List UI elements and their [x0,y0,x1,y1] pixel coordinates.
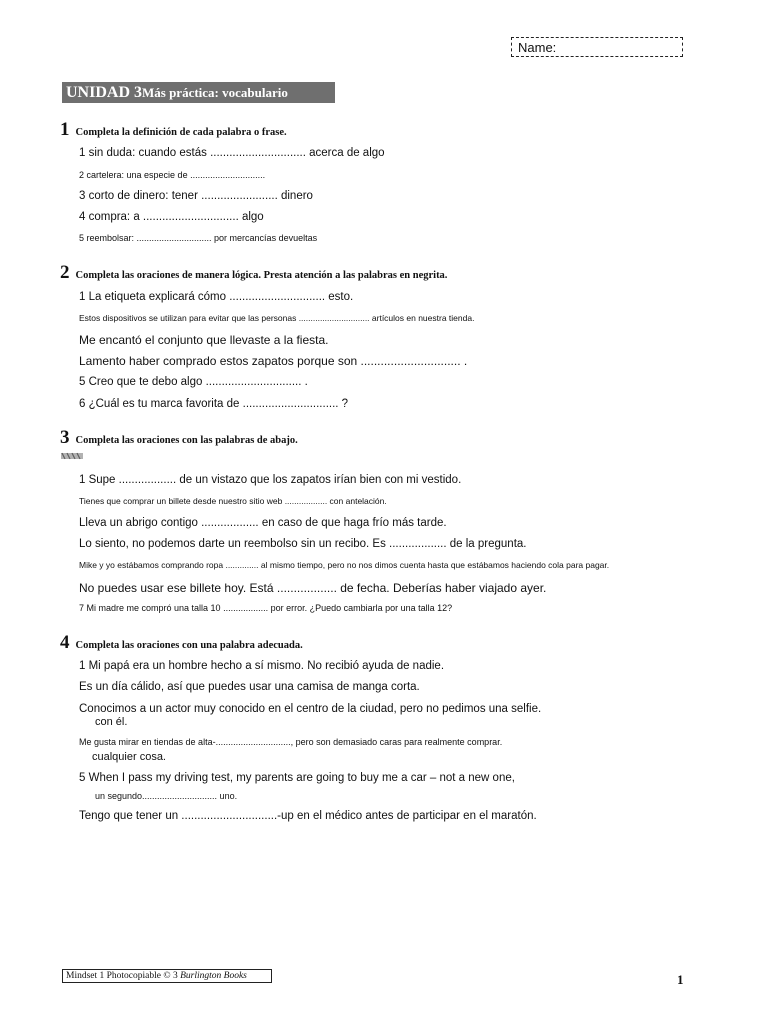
exercise-continuation: con él. [95,716,128,728]
name-label: Name: [518,40,557,55]
exercise-line: Tienes que comprar un billete desde nuestro sitio web .................. con antelación. [79,496,387,506]
exercise-line: Tengo que tener un ..............................-up en el médico antes de participar en el maratón. [79,810,537,822]
exercise-number: 2 [60,262,70,283]
exercise-line: Me encantó el conjunto que llevaste a la fiesta. [79,333,329,347]
exercise-line: Conocimos a un actor muy conocido en el centro de la ciudad, pero no pedimos una selfie. [79,703,542,715]
exercise-line: Estos dispositivos se utilizan para evitar que las personas .............................. artículos en nuestra tienda. [79,313,475,323]
exercise-line: 6 ¿Cuál es tu marca favorita de .............................. ? [79,398,349,410]
exercise-number: 4 [60,632,70,653]
footer-text: Mindset 1 Photocopiable © 3 [66,971,181,981]
exercise-line: Lamento haber comprado estos zapatos porque son .............................. . [79,354,468,368]
exercise-line: Me gusta mirar en tiendas de alta-.............................., pero son demasiado caras para realmente comprar. [79,737,503,747]
exercise-line: 1 sin duda: cuando estás .............................. acerca de algo [79,147,385,159]
exercise-line: Lleva un abrigo contigo .................. en caso de que haga frío más tarde. [79,517,447,529]
exercise-line: 2 cartelera: una especie de .............................. [79,170,266,180]
unit-title: Más práctica: vocabulario [142,85,288,100]
exercise-line: 1 La etiqueta explicará cómo .............................. esto. [79,291,354,303]
unit-banner [62,82,335,103]
exercise-1-heading [60,119,287,141]
exercise-instruction: Completa las oraciones con una palabra adecuada. [75,640,303,651]
exercise-line: 1 Mi papá era un hombre hecho a sí mismo. No recibió ayuda de nadie. [79,660,445,672]
exercise-4-heading [60,632,303,654]
exercise-instruction: Completa la definición de cada palabra o frase. [75,127,287,138]
unit-number: UNIDAD 3 [66,84,142,101]
exercise-line: Lo siento, no podemos darte un reembolso sin un recibo. Es .................. de la pregunta. [79,538,527,550]
exercise-line: 7 Mi madre me compró una talla 10 .................. por error. ¿Puedo cambiarla por una talla 12? [79,603,453,613]
exercise-instruction: Completa las oraciones de manera lógica. Presta atención a las palabras en negrita. [75,270,448,281]
exercise-line: Es un día cálido, así que puedes usar una camisa de manga corta. [79,681,420,693]
footer-publisher: Burlington Books [180,971,247,981]
exercise-line: 5 reembolsar: .............................. por mercancías devueltas [79,233,318,243]
name-field[interactable] [511,37,683,57]
exercise-continuation: cualquier cosa. [92,751,166,763]
scribble-mark [60,452,84,460]
exercise-3-heading [60,427,298,449]
exercise-number: 1 [60,119,70,140]
exercise-line: 5 When I pass my driving test, my parents are going to buy me a car – not a new one, [79,772,515,784]
page-number: 1 [677,972,684,987]
footer-copyright [62,969,272,983]
exercise-line: 5 Creo que te debo algo .............................. . [79,376,308,388]
exercise-line: 1 Supe .................. de un vistazo que los zapatos irían bien con mi vestido. [79,474,462,486]
exercise-line: 3 corto de dinero: tener ........................ dinero [79,190,313,202]
exercise-line: No puedes usar ese billete hoy. Está .................. de fecha. Deberías haber viajado ayer. [79,581,547,595]
exercise-line: 4 compra: a .............................. algo [79,211,264,223]
exercise-number: 3 [60,427,70,448]
exercise-2-heading [60,262,447,284]
exercise-continuation: un segundo.............................. uno. [95,791,238,801]
exercise-line: Mike y yo estábamos comprando ropa .............. al mismo tiempo, pero no nos dimos cuenta hasta que estábamos haciendo cola para pagar. [79,560,610,570]
exercise-instruction: Completa las oraciones con las palabras de abajo. [75,435,298,446]
